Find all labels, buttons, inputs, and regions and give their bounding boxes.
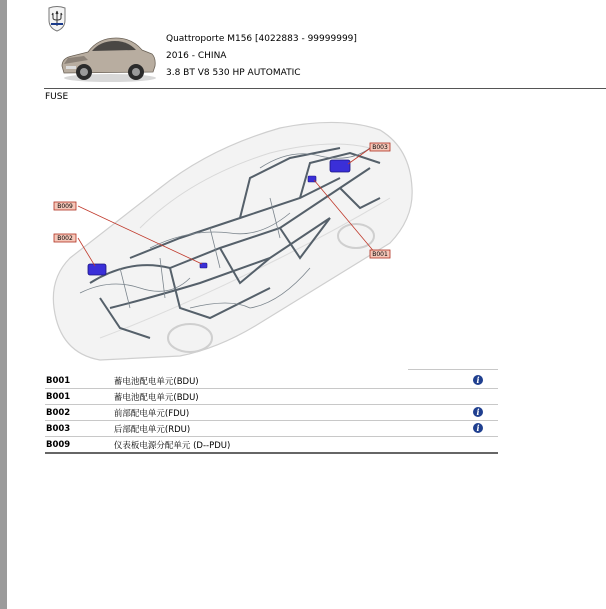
table-row[interactable] (45, 405, 498, 421)
svg-text:B001: B001 (372, 251, 388, 259)
table-row[interactable] (45, 437, 498, 454)
fuse-code: B003 (45, 421, 114, 437)
rdu-module (330, 160, 350, 172)
svg-text:B002: B002 (57, 235, 73, 243)
section-title: FUSE (45, 92, 69, 102)
car-body-outline (53, 122, 412, 360)
info-icon[interactable]: i (473, 375, 483, 385)
vehicle-year-market: 2016 - CHINA (166, 51, 227, 61)
fdu-module (88, 264, 106, 275)
left-scroll-strip (0, 0, 7, 609)
vehicle-engine: 3.8 BT V8 530 HP AUTOMATIC (166, 68, 301, 78)
info-icon[interactable]: i (473, 423, 483, 433)
svg-text:B009: B009 (57, 203, 73, 211)
callout-b002[interactable] (54, 234, 76, 242)
table-row[interactable] (45, 389, 498, 405)
fuse-table (45, 373, 498, 454)
fuse-code: B009 (45, 437, 114, 454)
info-icon[interactable]: i (473, 407, 483, 417)
callout-b009[interactable] (54, 202, 76, 210)
vehicle-info (166, 31, 357, 82)
fuse-description: 后部配电单元(RDU) (114, 421, 458, 437)
callout-b001[interactable] (370, 250, 390, 258)
fuse-code: B001 (45, 373, 114, 389)
table-row[interactable] (45, 373, 498, 389)
callout-b003[interactable] (370, 143, 390, 151)
table-top-rule (408, 369, 498, 370)
table-row[interactable] (45, 421, 498, 437)
vehicle-model: Quattroporte M156 [4022883 - 99999999] (166, 34, 357, 44)
fuse-code: B002 (45, 405, 114, 421)
svg-text:B003: B003 (372, 144, 388, 152)
fuse-description: 蓄电池配电单元(BDU) (114, 373, 458, 389)
header-divider (44, 88, 606, 89)
car-photo (58, 26, 158, 84)
fuse-description: 前部配电单元(FDU) (114, 405, 458, 421)
fuse-code: B001 (45, 389, 114, 405)
fuse-description: 仪表板电源分配单元 (D--PDU) (114, 437, 458, 454)
wiring-diagram (40, 108, 420, 370)
fuse-description: 蓄电池配电单元(BDU) (114, 389, 458, 405)
